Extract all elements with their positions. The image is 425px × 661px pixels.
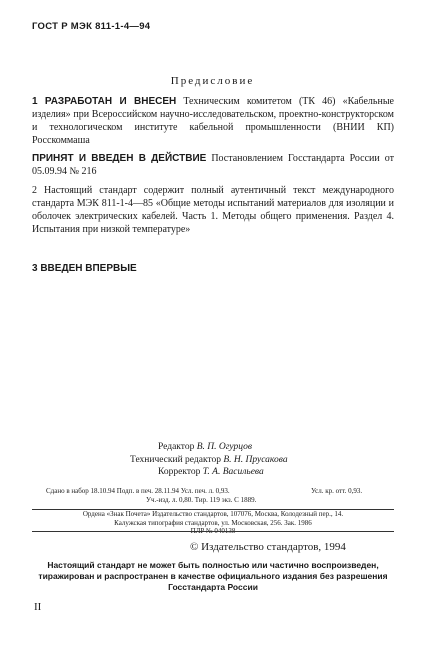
page-number: II	[34, 601, 42, 613]
credit-name: В. П. Огурцов	[196, 442, 253, 452]
credit-role: Редактор	[158, 442, 195, 452]
publisher-line: Калужская типография стандартов, ул. Московская, 256. Зак. 1986	[114, 518, 312, 527]
section-title: Предисловие	[170, 75, 255, 87]
paragraph-adopted	[32, 152, 394, 178]
credit-role: Корректор	[158, 467, 201, 477]
credit-name: Т. А. Васильева	[202, 467, 264, 477]
credit-tech-editor	[130, 454, 288, 467]
paragraph-lead: 1 РАЗРАБОТАН И ВНЕСЕН	[32, 96, 177, 107]
paragraph-content	[32, 184, 394, 236]
paragraph-text: 2 Настоящий стандарт содержит полный аутентичный текст международного стандарта МЭК 811-1-4—85 «Общие методы испытаний материалов для изоляции и оболочек электрических кабелей. Часть 1. Методы общего применения. Раздел 4. Испытания при низкой температуре»	[32, 185, 394, 235]
credit-name: В. Н. Прусакова	[223, 454, 288, 465]
paragraph-lead: ПРИНЯТ И ВВЕДЕН В ДЕЙСТВИЕ	[32, 153, 207, 164]
publisher-line: Ордена «Знак Почета» Издательство стандартов, 107076, Москва, Колодезный пер., 14.	[82, 510, 344, 518]
paragraph-introduced	[32, 262, 394, 275]
print-meta-line1-left: Сдано в набор 18.10.94 Подп. в печ. 28.11.94 Усл. печ. л. 0,93.	[46, 487, 230, 495]
credit-role: Технический редактор	[130, 454, 221, 465]
paragraph-text: Постановлением Госстандарта России от 05.09.94 № 216	[32, 153, 394, 177]
copyright: © Издательство стандартов, 1994	[190, 541, 346, 553]
credit-editor	[130, 441, 288, 454]
publisher-line: ПЛР № 040138	[190, 527, 236, 535]
print-metadata	[46, 487, 396, 505]
print-meta-line2: Уч.-изд. л. 0,80. Тир. 119 экз. С 1889.	[146, 496, 257, 504]
reproduction-notice: Настоящий стандарт не может быть полностью или частично воспроизведен, тиражирован и распространен в качестве официального издания без разрешения Госстандарта России	[38, 560, 388, 592]
document-code: ГОСТ Р МЭК 811-1-4—94	[32, 21, 151, 32]
divider-bottom	[32, 531, 394, 532]
paragraph-lead: 3 ВВЕДЕН ВПЕРВЫЕ	[32, 263, 137, 274]
paragraph-developed	[32, 95, 394, 147]
print-meta-line1-right: Усл. кр. отт. 0,93.	[311, 487, 363, 495]
credits-block	[130, 441, 288, 479]
paragraph-text: Техническим комитетом (ТК 46) «Кабельные изделия» при Всероссийском научно-исследовательском, проектно-конструкторском и технологическом институте кабельной промышленности (ВНИИ КП) Росскоммаша	[32, 96, 394, 146]
credit-proofreader	[130, 466, 288, 479]
